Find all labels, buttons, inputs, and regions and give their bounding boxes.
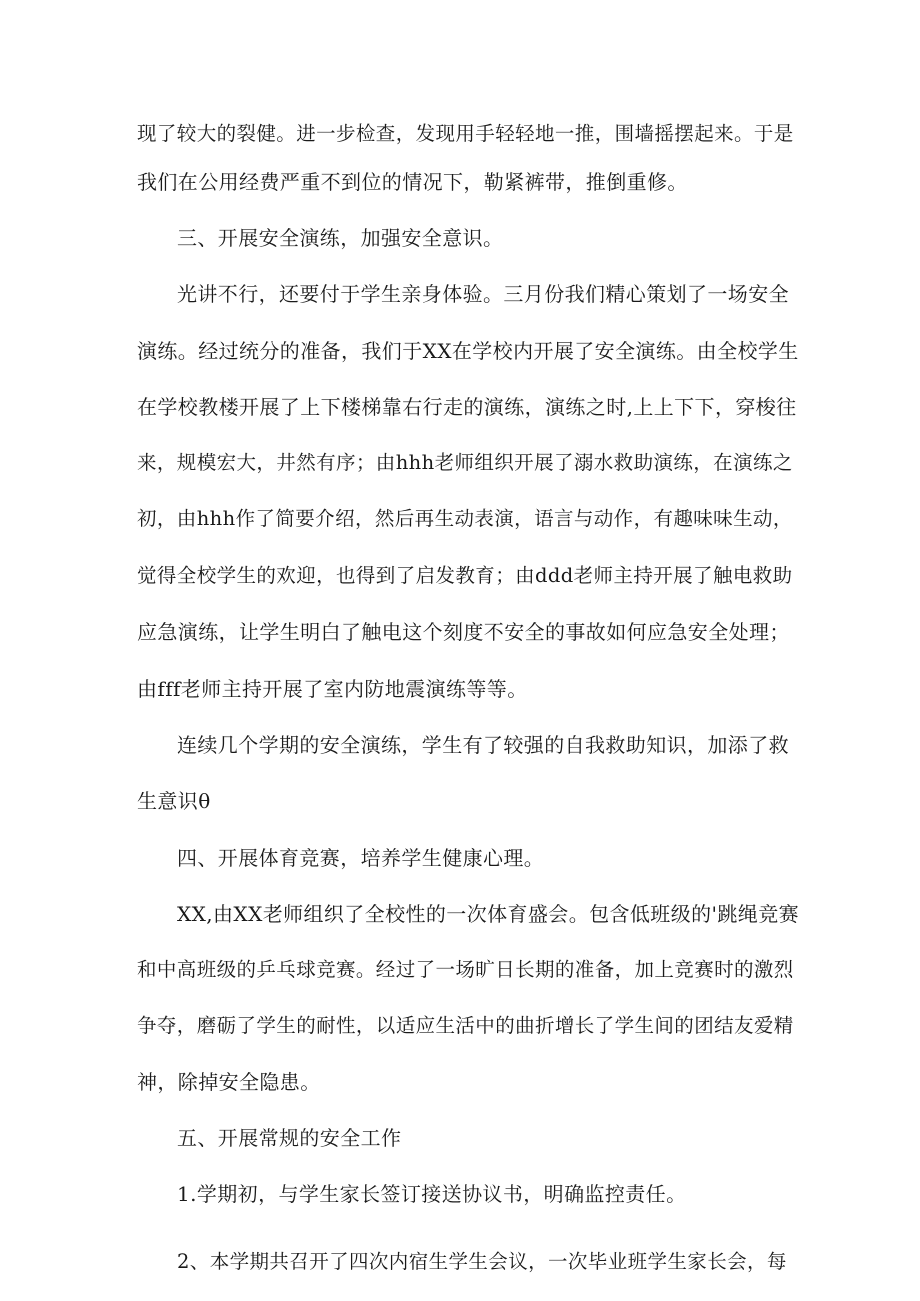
text-line: 来，规模宏大，井然有序；由hhh老师组织开展了溺水救助演练，在演练之 <box>137 451 793 474</box>
text-line: 现了较大的裂健。进一步检查，发现用手轻轻地一推，围墙摇摆起来。于是 <box>137 122 794 145</box>
text-line: 由fff老师主持开展了室内防地震演练等等。 <box>137 677 528 701</box>
text-line: 在学校教楼开展了上下楼梯靠右行走的演练，演练之时,上上下下，穿梭往 <box>137 395 797 419</box>
text-line: 1.学期初，与学生家长签订接送协议书，明确监控责任。 <box>177 1182 687 1206</box>
text-line: 应急演练，让学生明白了触电这个刻度不安全的事故如何应急安全处理； <box>137 620 790 644</box>
section-heading: 五、开展常规的安全工作 <box>177 1126 402 1150</box>
text-line: 争夺，磨砺了学生的耐性，以适应生活中的曲折增长了学生间的团结友爱精 <box>137 1014 794 1037</box>
text-line: 初，由hhh作了简要介绍，然后再生动表演，语言与动作，有趣味味生动， <box>137 507 793 530</box>
text-line: XX,由XX老师组织了全校性的一次体育盛会。包含低班级的'跳绳竞赛 <box>177 902 800 926</box>
text-line: 神，除掉安全隐患。 <box>137 1070 321 1094</box>
text-line: 演练。经过统分的准备，我们于XX在学校内开展了安全演练。由全校学生 <box>137 339 799 363</box>
text-line: 2、本学期共召开了四次内宿生学生会议，一次毕业班学生家长会，每 <box>177 1250 787 1273</box>
text-line: 我们在公用经费严重不到位的情况下，勒紧裤带，推倒重修。 <box>137 170 688 194</box>
text-line: 觉得全校学生的欢迎，也得到了启发教育；由ddd老师主持开展了触电救助 <box>137 564 793 587</box>
section-heading: 三、开展安全演练，加强安全意识。 <box>177 226 504 250</box>
text-line: 和中高班级的乒乓球竞赛。经过了一场旷日长期的准备，加上竞赛时的激烈 <box>137 958 794 981</box>
text-line: 生意识θ <box>137 789 211 813</box>
section-heading: 四、开展体育竞赛，培养学生健康心理。 <box>177 846 545 870</box>
text-line: 连续几个学期的安全演练，学生有了较强的自我救助知识，加添了救 <box>177 733 789 757</box>
text-line: 光讲不行，还要付于学生亲身体验。三月份我们精心策划了一场安全 <box>177 282 789 306</box>
